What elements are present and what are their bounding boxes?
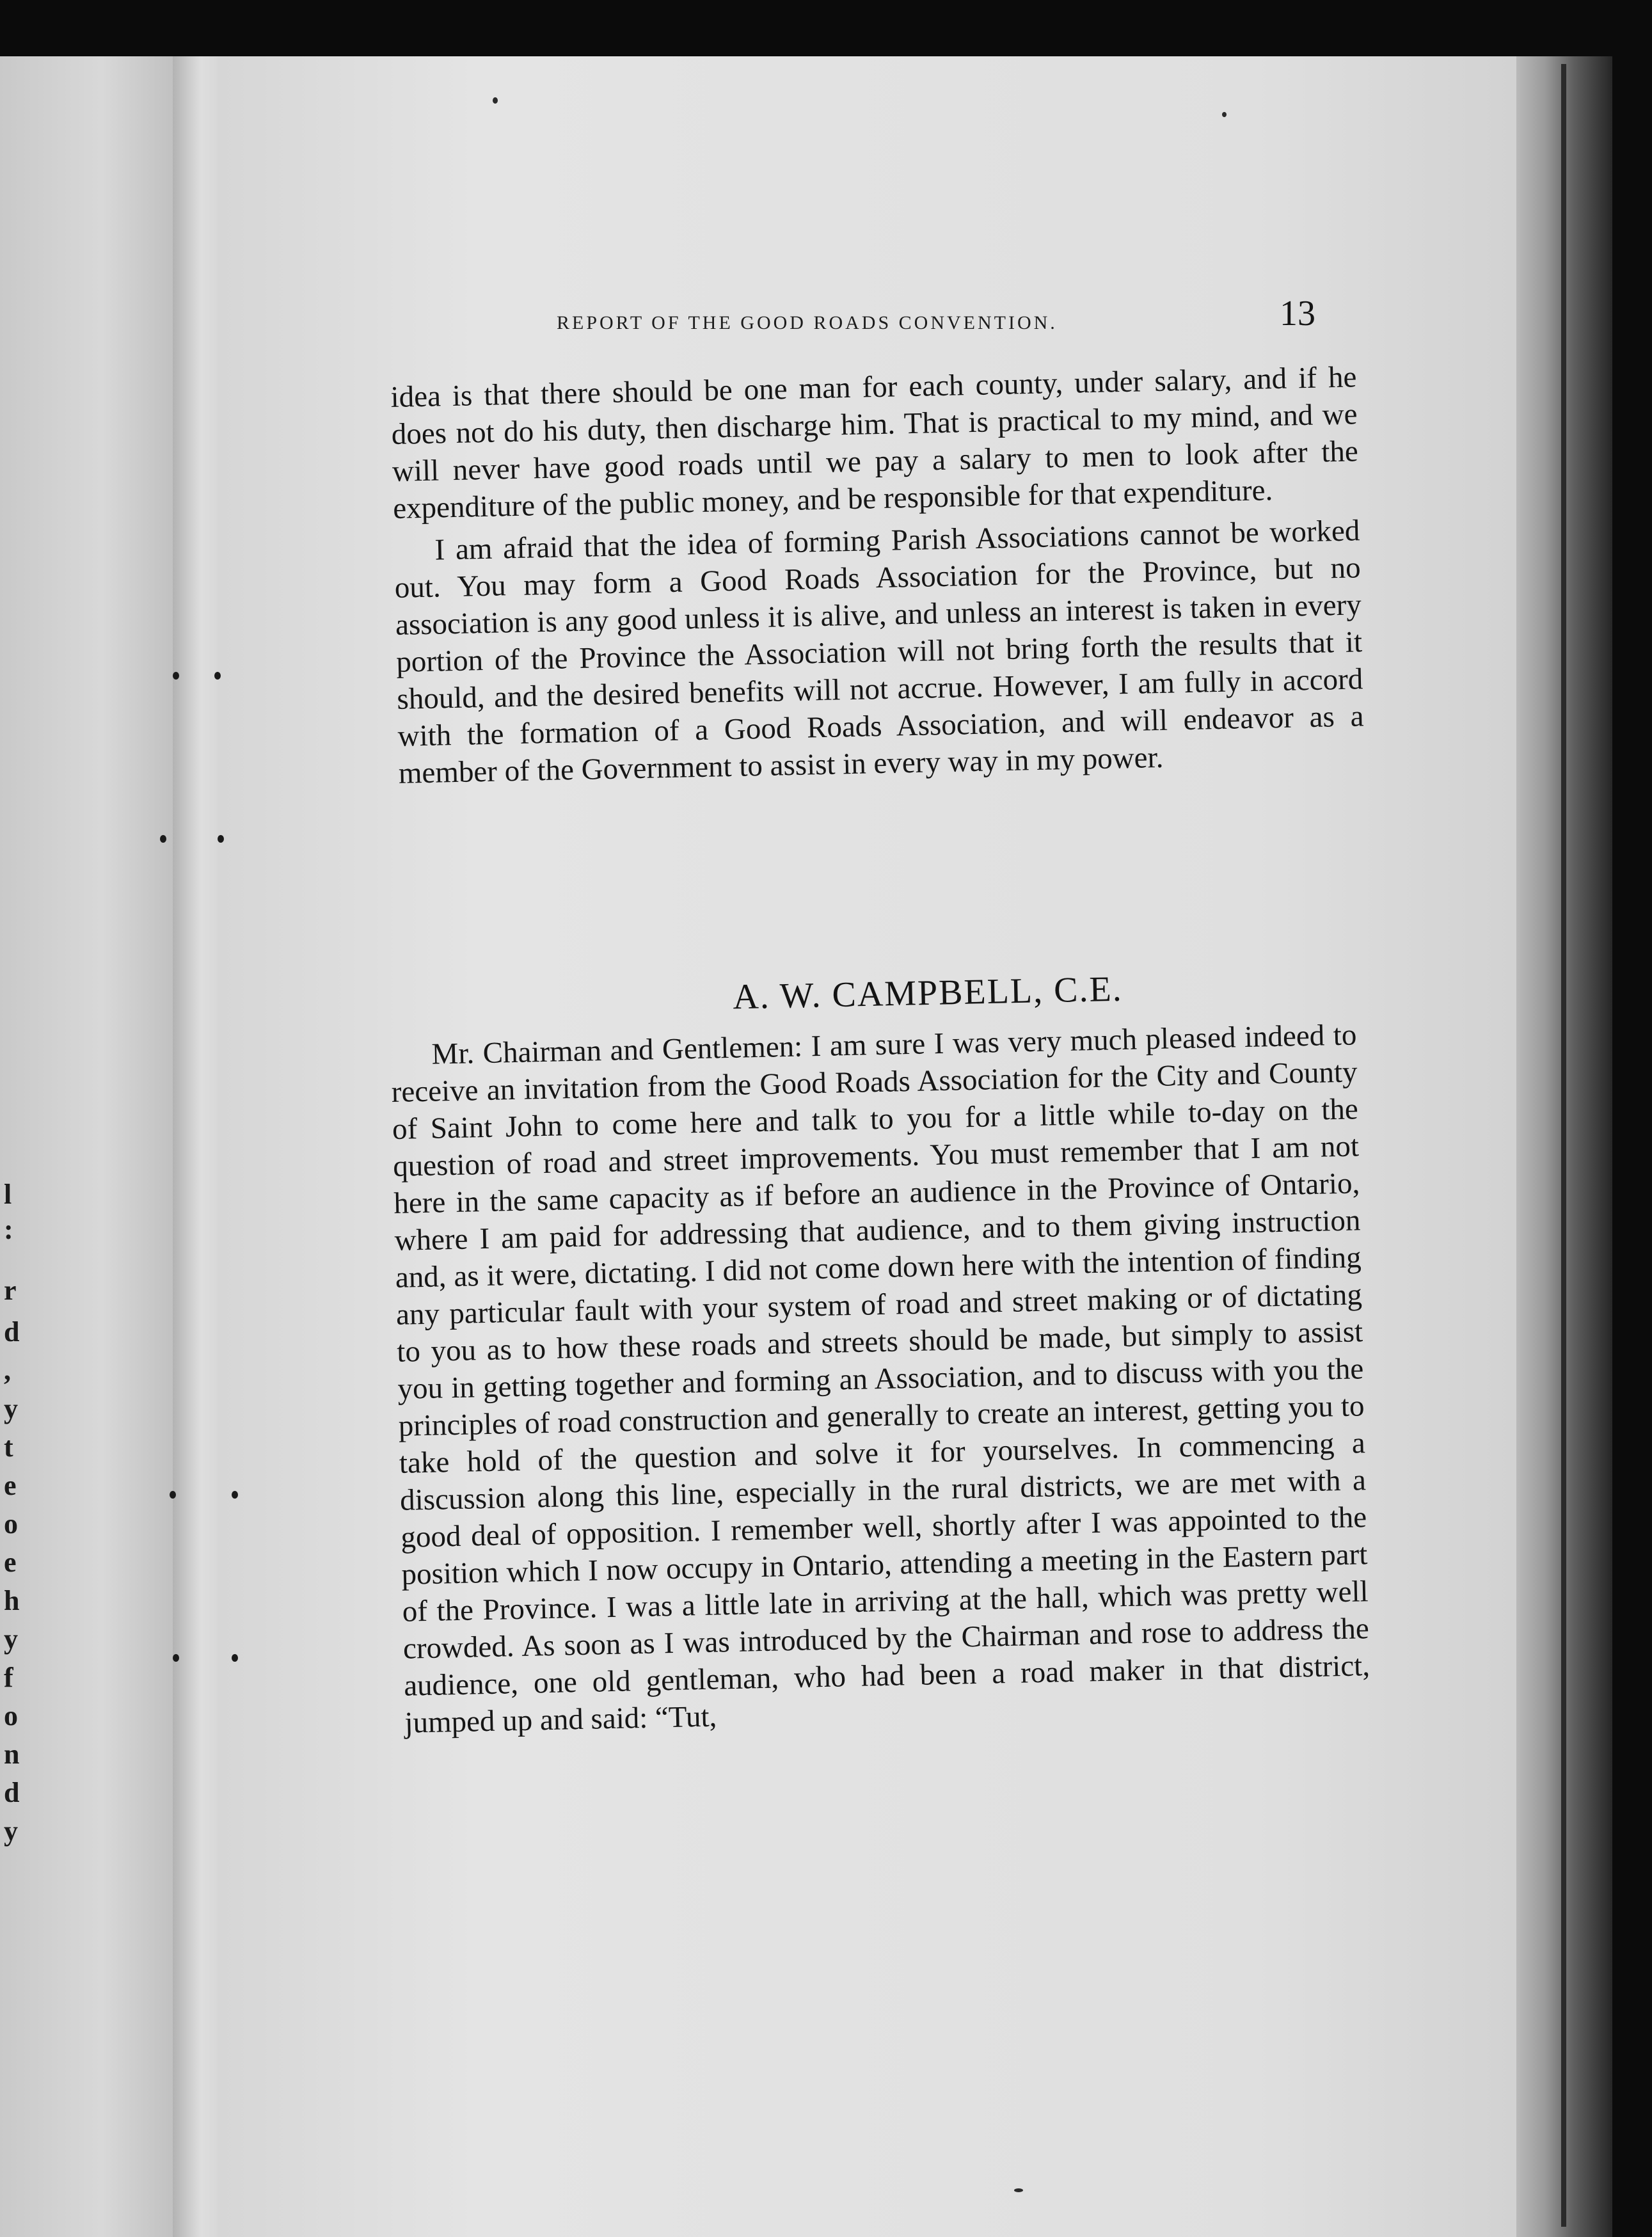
paragraph: Mr. Chairman and Gentlemen: I am sure I was very much pleased indeed to receive an invitation from the Good Roads Association for the City and County of Saint John to come here and talk to you for a little while to-day on the question of road and street improvements. You must remember that I am not here in the same capacity as if before an audience in the Province of Ontario, where I am paid for addressing that audience, and to them giving instruction and, as it were, dictating. I did not come down here with the intention of finding any particular fault with your system of road and street making or of dictating to you as to how these roads and streets should be made, but simply to assist you in getting together and forming an Association, and to discuss with you the principles of road construction and generally to create an interest, getting you to take hold of the question and solve it for yourselves. In commencing a discussion along this line, especially in the rural districts, we are met with a good deal of opposition. I remember well, shortly after I was appointed to the position which I now occupy in Ontario, attending a meeting in the Eastern part of the Province. I was a little late in arriving at the hall, which was pretty well crowded. As soon as I was introduced by the Chairman and rose to address the audience, one old gentleman, who had been a road maker in that district, jumped up and said: “Tut, <box>391 1018 1370 1740</box>
edge-char: , <box>4 1355 11 1386</box>
edge-char: e <box>4 1470 17 1501</box>
edge-char: f <box>4 1662 13 1693</box>
edge-char: o <box>4 1508 18 1540</box>
edge-char: y <box>4 1623 18 1655</box>
page-number: 13 <box>1280 294 1315 333</box>
binding-line <box>1561 64 1566 2227</box>
margin-speck <box>214 672 221 680</box>
edge-char: r <box>4 1275 17 1306</box>
edge-char: t <box>4 1431 13 1463</box>
margin-speck <box>173 1654 179 1662</box>
paragraph: I am afraid that the idea of forming Parish Associations cannot be worked out. You may form a Good Roads Association for the Province, but no association is any good unless it is alive, and unless an interest is taken in every portion of the Province the Association will not bring forth the results that it should, and the desired benefits will not accrue. However, I am fully in accord with the formation of a Good Roads Association, and will endeavor as a member of the Government to assist in every way in my power. <box>394 514 1364 790</box>
margin-speck <box>232 1491 238 1499</box>
edge-char: o <box>4 1700 18 1731</box>
print-speck <box>1014 2188 1023 2192</box>
margin-speck <box>170 1491 176 1499</box>
print-speck <box>1222 112 1227 117</box>
margin-speck <box>232 1654 238 1662</box>
edge-char: e <box>4 1547 17 1578</box>
edge-char: n <box>4 1739 20 1770</box>
edge-char: l <box>4 1179 12 1210</box>
edge-char: y <box>4 1393 18 1424</box>
text-block-2 <box>390 1016 1371 1741</box>
edge-char: d <box>4 1777 20 1808</box>
paragraph: idea is that there should be one man for each county, under salary, and if he does not do his duty, then discharge him. That is practical to my mind, and we will never have good roads until we pay a salary to men to look after the expenditure of the public money, and be responsible for that expenditure. <box>390 360 1359 525</box>
text-block-1 <box>390 358 1365 792</box>
margin-speck <box>173 672 179 680</box>
edge-char: d <box>4 1316 20 1348</box>
print-speck <box>493 97 498 104</box>
edge-char: y <box>4 1815 18 1847</box>
margin-speck <box>218 835 224 843</box>
margin-speck <box>160 835 166 843</box>
edge-char: h <box>4 1585 20 1616</box>
edge-char: : <box>4 1214 13 1245</box>
section-heading: A. W. CAMPBELL, C.E. <box>732 969 1124 1017</box>
left-page-edge-text <box>0 0 38 2237</box>
running-head: REPORT OF THE GOOD ROADS CONVENTION. <box>557 312 1058 333</box>
